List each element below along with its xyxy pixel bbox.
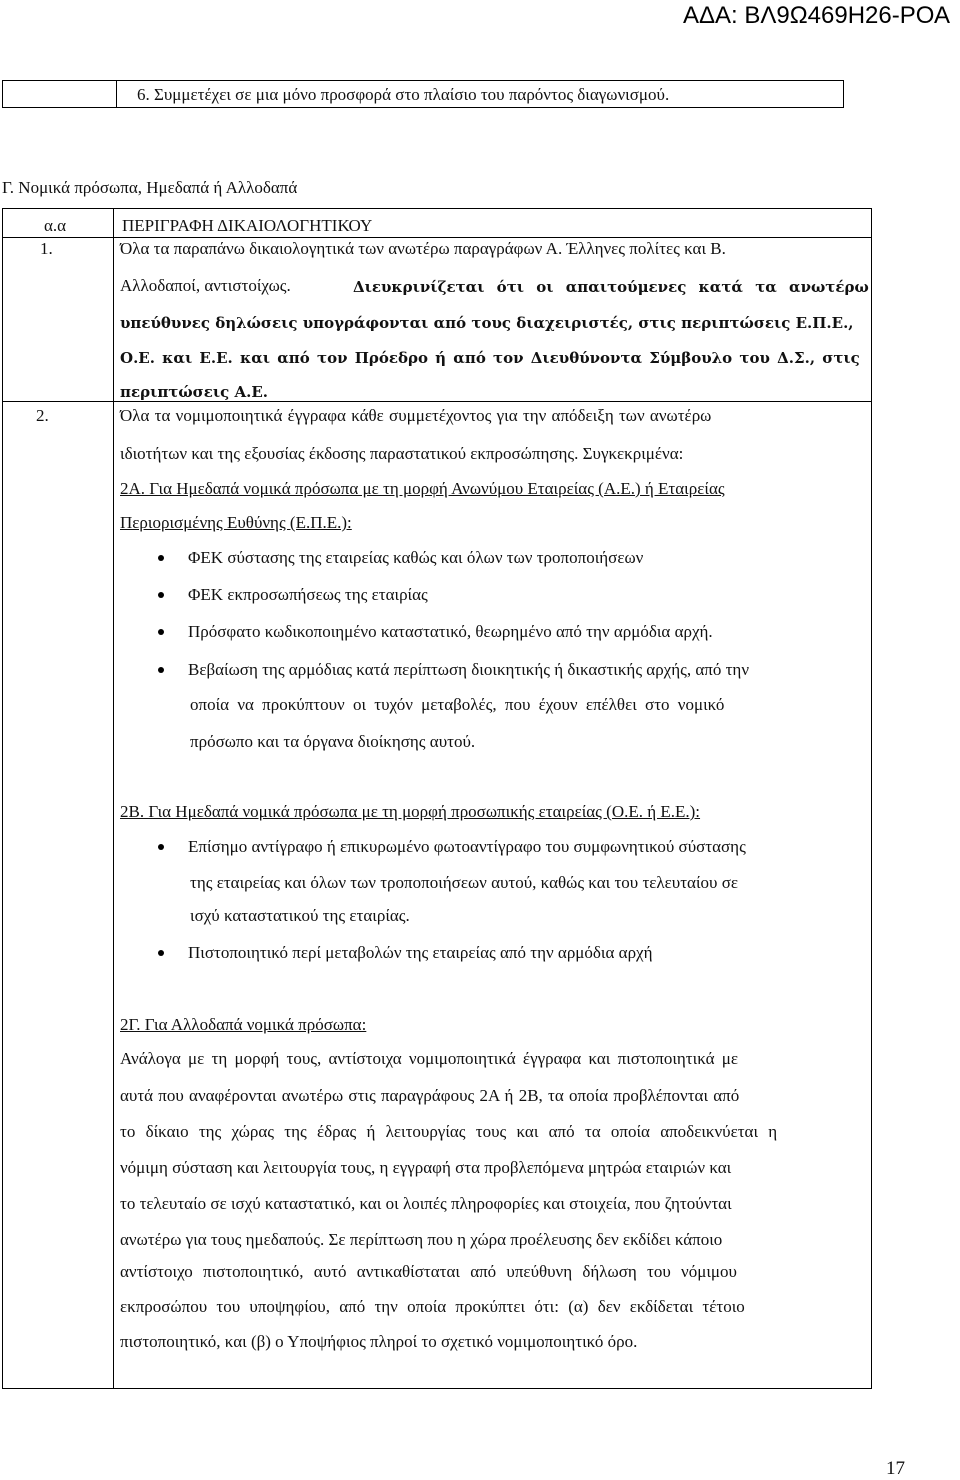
row-divider	[3, 237, 871, 238]
subsection-2c-line: Ανάλογα με τη μορφή τους, αντίστοιχα νομιμοποιητικά έγγραφα και πιστοποιητικά με	[120, 1049, 739, 1068]
bullet-icon	[158, 667, 164, 673]
row-1-bold-line: Ο.Ε. και Ε.Ε. και από τον Πρόεδρο ή από τον Διευθύνοντα Σύμβουλο του Δ.Σ., στις	[120, 349, 860, 367]
bullet-item: Πιστοποιητικό περί μεταβολών της εταιρείας από την αρμόδια αρχή	[188, 943, 653, 962]
item-6-row	[2, 80, 844, 108]
bullet-item-continued: ισχύ καταστατικού της εταιρίας.	[190, 906, 410, 925]
row-1-bold-line: περιπτώσεις Α.Ε.	[120, 383, 268, 401]
ada-code: ΑΔΑ: ΒΛ9Ω469Η26-ΡΟΑ	[682, 2, 950, 29]
subsection-2c-line: πιστοποιητικό, και (β) ο Υποψήφιος πληροί το σχετικό νομιμοποιητικό όρο.	[120, 1332, 638, 1351]
subsection-2a-heading: 2Α. Για Ημεδαπά νομικά πρόσωπα με τη μορφή Ανωνύμου Εταιρείας (Α.Ε.) ή Εταιρείας	[120, 479, 725, 498]
subsection-2c-line: το δίκαιο της χώρας της έδρας ή λειτουργίας τους και από τα οποία αποδεικνύεται η	[120, 1122, 778, 1141]
bullet-icon	[158, 950, 164, 956]
bullet-item-continued: πρόσωπο και τα όργανα διοίκησης αυτού.	[190, 732, 476, 751]
subsection-2c-line: το τελευταίο σε ισχύ καταστατικό, και οι λοιπές πληροφορίες και στοιχεία, που ζητούνται	[120, 1194, 732, 1213]
subsection-2c-line: νόμιμη σύσταση και λειτουργία τους, η εγγραφή στα προβλεπόμενα μητρώα εταιριών και	[120, 1158, 732, 1177]
subsection-2b-heading: 2Β. Για Ημεδαπά νομικά πρόσωπα με τη μορφή προσωπικής εταιρείας (Ο.Ε. ή Ε.Ε.):	[120, 802, 701, 821]
row-1-bold-line: υπεύθυνες δηλώσεις υπογράφονται από τους διαχειριστές, στις περιπτώσεις Ε.Π.Ε.,	[120, 314, 854, 332]
subsection-2c-line: αυτά που αναφέρονται ανωτέρω στις παραγράφους 2Α ή 2Β, τα οποία προβλέπονται από	[120, 1086, 740, 1105]
row-2-number: 2.	[36, 406, 49, 425]
bullet-icon	[158, 592, 164, 598]
subsection-2c-line: ανωτέρω για τους ημεδαπούς. Σε περίπτωση που η χώρα προέλευσης δεν εκδίδει κάποιο	[120, 1230, 723, 1249]
bullet-item: ΦΕΚ εκπροσωπήσεως της εταιρίας	[188, 585, 428, 604]
row-1-number: 1.	[40, 239, 53, 258]
bullet-icon	[158, 555, 164, 561]
bullet-item: Επίσημο αντίγραφο ή επικυρωμένο φωτοαντίγραφο του συμφωνητικού σύστασης	[188, 837, 746, 856]
bullet-item: ΦΕΚ σύστασης της εταιρείας καθώς και όλων των τροποποιήσεων	[188, 548, 644, 567]
item-6-text: 6. Συμμετέχει σε μια μόνο προσφορά στο πλαίσιο του παρόντος διαγωνισμού.	[137, 85, 670, 104]
subsection-2a-heading: Περιορισμένης Ευθύνης (Ε.Π.Ε.):	[120, 513, 352, 532]
bullet-item-continued: οποία να προκύπτουν οι τυχόν μεταβολές, που έχουν επέλθει στο νομικό	[190, 695, 725, 714]
section-title: Γ. Νομικά πρόσωπα, Ημεδαπά ή Αλλοδαπά	[2, 178, 298, 197]
row-1-line: Όλα τα παραπάνω δικαιολογητικά των ανωτέρω παραγράφων Α. Έλληνες πολίτες και Β.	[120, 239, 726, 258]
subsection-2c-line: αντίστοιχο πιστοποιητικό, αυτό αντικαθίσταται από υπεύθυνη δήλωση του νόμιμου	[120, 1262, 737, 1281]
empty-cell	[3, 81, 117, 107]
bullet-icon	[158, 844, 164, 850]
subsection-2c-heading: 2Γ. Για Αλλοδαπά νομικά πρόσωπα:	[120, 1015, 367, 1034]
bullet-item: Πρόσφατο κωδικοποιημένο καταστατικό, θεωρημένο από την αρμόδια αρχή.	[188, 622, 713, 641]
row-1-line: Αλλοδαποί, αντιστοίχως.	[120, 276, 291, 295]
bullet-item: Βεβαίωση της αρμόδιας κατά περίπτωση διοικητικής ή δικαστικής αρχής, από την	[188, 660, 749, 679]
column-divider	[113, 209, 114, 1388]
header-description: ΠΕΡΙΓΡΑΦΗ ΔΙΚΑΙΟΛΟΓΗΤΙΚΟΥ	[122, 216, 373, 235]
header-aa: α.α	[44, 216, 67, 235]
row-1-bold-line: Διευκρινίζεται ότι οι απαιτούμενες κατά τα ανωτέρω	[353, 278, 869, 296]
page-number: 17	[886, 1458, 905, 1479]
bullet-icon	[158, 629, 164, 635]
row-2-intro-line: Όλα τα νομιμοποιητικά έγγραφα κάθε συμμετέχοντος για την απόδειξη των ανωτέρω	[120, 406, 712, 425]
bullet-item-continued: της εταιρείας και όλων των τροποποιήσεων αυτού, καθώς και του τελευταίου σε	[190, 873, 738, 892]
row-2-intro-line: ιδιοτήτων και της εξουσίας έκδοσης παραστατικού εκπροσώπησης. Συγκεκριμένα:	[120, 444, 684, 463]
subsection-2c-line: εκπροσώπου του υποψηφίου, από την οποία προκύπτει ότι: (α) δεν εκδίδεται τέτοιο	[120, 1297, 745, 1316]
